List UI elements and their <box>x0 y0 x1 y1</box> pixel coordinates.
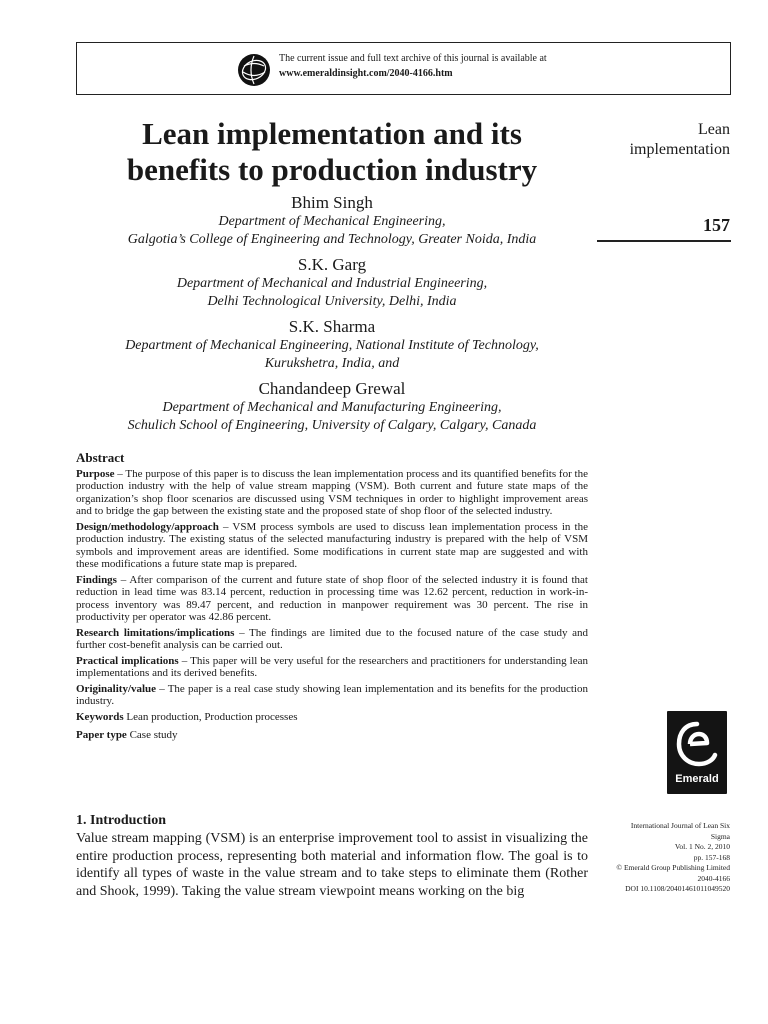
citation-line: pp. 157-168 <box>693 852 730 862</box>
affiliation-line: Department of Mechanical Engineering, National Institute of Technology, <box>125 338 539 353</box>
citation-line: © Emerald Group Publishing Limited <box>616 863 730 872</box>
section-text: – After comparison of the current and future state of shop floor of the selected industry it is found that reduction in lead time was 83.14 percent, reduction in processing time was 12.62 percent, reduction in work-in-process inventory was 89.47 percent, and reduction in manpower requirement was 30 percent. The rise in productivity per operator was 42.86 percent. <box>76 573 588 623</box>
emerald-logo-icon <box>675 720 719 768</box>
abstract-findings <box>76 574 588 624</box>
citation-line: International Journal of Lean Six <box>630 821 730 830</box>
author-block <box>76 316 588 373</box>
citation-line: Sigma <box>710 831 730 841</box>
author-name: Chandandeep Grewal <box>258 379 406 398</box>
title-line: Lean implementation and its <box>142 116 522 151</box>
journal-availability-banner <box>76 42 731 95</box>
author-name: S.K. Garg <box>297 255 367 274</box>
section-text: – This paper will be very useful for the researchers and practitioners for understanding lean implementations and its derived benefits. <box>76 654 589 679</box>
running-head-line: Lean <box>698 121 730 138</box>
affiliation-line: Delhi Technological University, Delhi, India <box>207 294 457 309</box>
page-number: 157 <box>703 215 730 235</box>
citation-line: Vol. 1 No. 2, 2010 <box>674 842 730 851</box>
author-affiliation <box>76 337 588 373</box>
running-head-line: implementation <box>629 141 730 158</box>
section-label: Originality/value <box>76 682 157 695</box>
author-name: Bhim Singh <box>291 193 373 212</box>
author-affiliation <box>76 399 588 435</box>
section-label: Practical implications <box>76 654 179 667</box>
section-label: Purpose <box>76 467 115 480</box>
abstract-heading: Abstract <box>76 450 125 465</box>
banner-text: The current issue and full text archive of this journal is available at <box>279 53 547 64</box>
paper-type-label: Paper type <box>76 729 127 741</box>
keywords-label: Keywords <box>76 710 124 723</box>
banner-url[interactable]: www.emeraldinsight.com/2040-4166.htm <box>279 68 453 79</box>
journal-citation <box>590 821 730 895</box>
author-name: S.K. Sharma <box>288 317 376 336</box>
author-affiliation <box>76 213 588 249</box>
body-paragraph: Value stream mapping (VSM) is an enterprise improvement tool to assist in visualizing the entire production process, representing both material and information flow. The goal is to identify all types of waste in the value stream and to take steps to eliminate them (Rother and Shook, 1999). Taking the value stream viewpoint means working on the big <box>76 831 588 899</box>
affiliation-line: Galgotia’s College of Engineering and Technology, Greater Noida, India <box>127 232 537 247</box>
affiliation-line: Department of Mechanical and Industrial Engineering, <box>176 276 488 291</box>
paper-type <box>76 729 588 742</box>
abstract-originality <box>76 683 588 708</box>
author-block <box>76 378 588 435</box>
author-affiliation <box>76 275 588 311</box>
keywords-text: Lean production, Production processes <box>123 710 298 723</box>
section-heading: 1. Introduction <box>76 813 166 828</box>
abstract-design <box>76 521 588 571</box>
citation-line: 2040-4166 <box>697 873 730 883</box>
abstract <box>76 452 588 748</box>
paper-type-text: Case study <box>126 729 178 741</box>
section-text: – The findings are limited due to the focused nature of the case study and further cost-benefit analysis can be carried out. <box>76 626 588 651</box>
keywords <box>76 711 588 724</box>
affiliation-line: Kurukshetra, India, and <box>264 356 400 371</box>
affiliation-line: Department of Mechanical Engineering, <box>218 214 446 229</box>
running-head <box>630 120 730 160</box>
introduction-section <box>76 813 588 900</box>
section-label: Research limitations/implications <box>76 626 235 639</box>
section-text: – VSM process symbols are used to discuss lean implementation process in the production industry. The existing status of the selected manufacturing industry is prepared with the help of VSM symbols and improvement areas are identified. Some modifications in current state map are suggested and with these modifications a future state map is prepared. <box>76 520 588 570</box>
citation-line: DOI 10.1108/20401461011049520 <box>625 884 730 893</box>
abstract-limitations <box>76 627 588 652</box>
author-list <box>76 192 588 440</box>
affiliation-line: Schulich School of Engineering, University of Calgary, Calgary, Canada <box>127 418 537 433</box>
globe-icon <box>237 53 271 87</box>
abstract-purpose <box>76 468 588 518</box>
emerald-logo-text: Emerald <box>675 773 719 785</box>
emerald-logo <box>667 711 727 794</box>
section-label: Findings <box>76 573 117 586</box>
divider <box>597 240 731 242</box>
title-line: benefits to production industry <box>126 152 538 187</box>
section-label: Design/methodology/approach <box>76 520 219 533</box>
section-text: – The paper is a real case study showing lean implementation and its benefits for the production industry. <box>76 682 588 707</box>
affiliation-line: Department of Mechanical and Manufacturing Engineering, <box>162 400 502 415</box>
author-block <box>76 192 588 249</box>
abstract-practical <box>76 655 588 680</box>
author-block <box>76 254 588 311</box>
section-text: – The purpose of this paper is to discuss the lean implementation process and its quantified benefits for the production industry with the help of value stream mapping (VSM). Both current and future state maps of the organization’s shop floor scenarios are discussed using VSM techniques in order to highlight improvement areas and to bridge the gap between the existing state and the proposed state of shop floor of the selected industry. <box>76 467 588 517</box>
paper-title <box>76 116 588 188</box>
